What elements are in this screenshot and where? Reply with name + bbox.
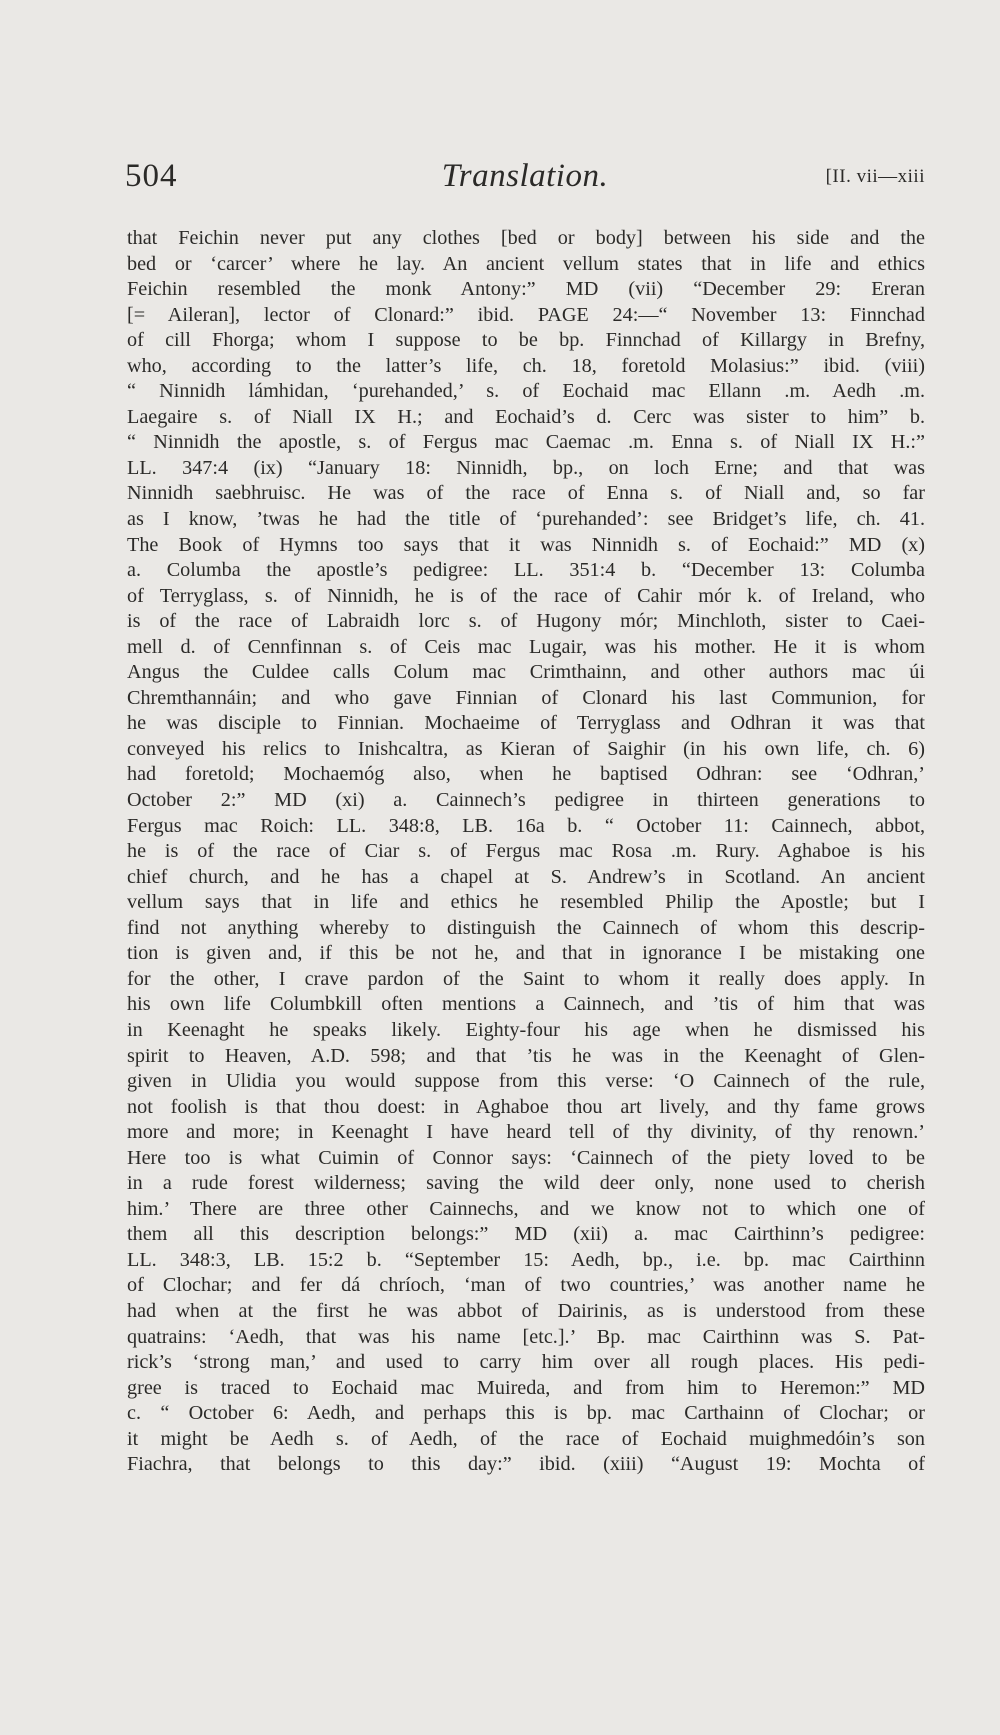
running-title: Translation. bbox=[441, 158, 609, 194]
text-line: LL. 347:4 (ix) “January 18: Ninnidh, bp., on loch Erne; and that was bbox=[127, 456, 925, 479]
text-line: The Book of Hymns too says that it was Ninnidh s. of Eochaid:” MD (x) bbox=[127, 533, 925, 556]
text-line: mell d. of Cennfinnan s. of Ceis mac Lugair, was his mother. He it is whom bbox=[127, 635, 925, 658]
text-line: gree is traced to Eochaid mac Muireda, and from him to Heremon:” MD bbox=[127, 1376, 925, 1399]
text-line: rick’s ‘strong man,’ and used to carry him over all rough places. His pedi- bbox=[127, 1351, 925, 1374]
text-line: them all this description belongs:” MD (xii) a. mac Cairthinn’s pedigree: bbox=[127, 1223, 925, 1246]
text-line: bed or ‘carcer’ where he lay. An ancient vellum states that in life and ethics bbox=[127, 252, 925, 275]
text-line: had when at the first he was abbot of Dairinis, as is understood from these bbox=[127, 1299, 925, 1322]
text-line: LL. 348:3, LB. 15:2 b. “September 15: Aedh, bp., i.e. bp. mac Cairthinn bbox=[127, 1248, 925, 1271]
text-line: vellum says that in life and ethics he resembled Philip the Apostle; but I bbox=[127, 891, 925, 914]
page-number: 504 bbox=[125, 158, 178, 194]
text-line: not foolish is that thou doest: in Aghaboe thou art lively, and thy fame grows bbox=[127, 1095, 925, 1118]
text-line: he is of the race of Ciar s. of Fergus mac Rosa .m. Rury. Aghaboe is his bbox=[127, 840, 925, 863]
text-line: who, according to the latter’s life, ch. 18, foretold Molasius:” ibid. (viii) bbox=[127, 354, 925, 377]
text-line: “ Ninnidh the apostle, s. of Fergus mac Caemac .m. Enna s. of Niall IX H.:” bbox=[127, 431, 925, 454]
text-line: Ninnidh saebhruisc. He was of the race of Enna s. of Niall and, so far bbox=[127, 482, 925, 505]
text-line: October 2:” MD (xi) a. Cainnech’s pedigree in thirteen generations to bbox=[127, 789, 925, 812]
text-line: quatrains: ‘Aedh, that was his name [etc.].’ Bp. mac Cairthinn was S. Pat- bbox=[127, 1325, 925, 1348]
text-line: his own life Columbkill often mentions a Cainnech, and ’tis of him that was bbox=[127, 993, 925, 1016]
text-line: [= Aileran], lector of Clonard:” ibid. PAGE 24:—“ November 13: Finnchad bbox=[127, 303, 925, 326]
text-line: Chremthannáin; and who gave Finnian of Clonard his last Communion, for bbox=[127, 686, 925, 709]
text-line bbox=[127, 1478, 925, 1504]
text-line: given in Ulidia you would suppose from this verse: ‘O Cainnech of the rule, bbox=[127, 1070, 925, 1093]
text-line: conveyed his relics to Inishcaltra, as Kieran of Saighir (in his own life, ch. 6) bbox=[127, 737, 925, 760]
text-line: Fiachra, that belongs to this day:” ibid. (xiii) “August 19: Mochta of bbox=[127, 1453, 925, 1476]
text-line: Here too is what Cuimin of Connor says: ‘Cainnech of the piety loved to be bbox=[127, 1146, 925, 1169]
text-line: tion is given and, if this be not he, and that in ignorance I be mistaking one bbox=[127, 942, 925, 965]
text-line: in a rude forest wilderness; saving the wild deer only, none used to cherish bbox=[127, 1172, 925, 1195]
page-header bbox=[125, 158, 925, 208]
text-line: Laegaire s. of Niall IX H.; and Eochaid’s d. Cerc was sister to him” b. bbox=[127, 405, 925, 428]
text-line: of Terryglass, s. of Ninnidh, he is of the race of Cahir mór k. of Ireland, who bbox=[127, 584, 925, 607]
text-line: chief church, and he has a chapel at S. Andrew’s in Scotland. An ancient bbox=[127, 865, 925, 888]
text-line: of cill Fhorga; whom I suppose to be bp. Finnchad of Killargy in Brefny, bbox=[127, 329, 925, 352]
text-line: had foretold; Mochaemóg also, when he baptised Odhran: see ‘Odhran,’ bbox=[127, 763, 925, 786]
text-line: find not anything whereby to distinguish the Cainnech of whom this descrip- bbox=[127, 916, 925, 939]
text-line: him.’ There are three other Cainnechs, and we know not to which one of bbox=[127, 1197, 925, 1220]
text-line: “ Ninnidh lámhidan, ‘purehanded,’ s. of Eochaid mac Ellann .m. Aedh .m. bbox=[127, 380, 925, 403]
text-line: is of the race of Labraidh lorc s. of Hugony mór; Minchloth, sister to Caei- bbox=[127, 610, 925, 633]
text-line: c. “ October 6: Aedh, and perhaps this is bp. mac Carthainn of Clochar; or bbox=[127, 1402, 925, 1425]
text-line: a. Columba the apostle’s pedigree: LL. 351:4 b. “December 13: Columba bbox=[127, 559, 925, 582]
text-line: of Clochar; and fer dá chríoch, ‘man of two countries,’ was another name he bbox=[127, 1274, 925, 1297]
text-line: spirit to Heaven, A.D. 598; and that ’tis he was in the Keenaght of Glen- bbox=[127, 1044, 925, 1067]
text-line: as I know, ’twas he had the title of ‘purehanded’: see Bridget’s life, ch. 41. bbox=[127, 508, 925, 531]
body-text bbox=[127, 226, 925, 1503]
text-line: Feichin resembled the monk Antony:” MD (vii) “December 29: Ereran bbox=[127, 278, 925, 301]
text-line: Fergus mac Roich: LL. 348:8, LB. 16a b. “ October 11: Cainnech, abbot, bbox=[127, 814, 925, 837]
text-line: that Feichin never put any clothes [bed or body] between his side and the bbox=[127, 227, 925, 249]
section-reference: [II. vii—xiii bbox=[825, 166, 925, 187]
text-line: in Keenaght he speaks likely. Eighty-four his age when he dismissed his bbox=[127, 1018, 925, 1041]
text-line: for the other, I crave pardon of the Saint to whom it really does apply. In bbox=[127, 967, 925, 990]
text-line: he was disciple to Finnian. Mochaeime of Terryglass and Odhran it was that bbox=[127, 712, 925, 735]
text-line: more and more; in Keenaght I have heard tell of thy divinity, of thy renown.’ bbox=[127, 1121, 925, 1144]
text-line: Angus the Culdee calls Colum mac Crimthainn, and other authors mac úi bbox=[127, 661, 925, 684]
text-line: it might be Aedh s. of Aedh, of the race of Eochaid muighmedóin’s son bbox=[127, 1427, 925, 1450]
